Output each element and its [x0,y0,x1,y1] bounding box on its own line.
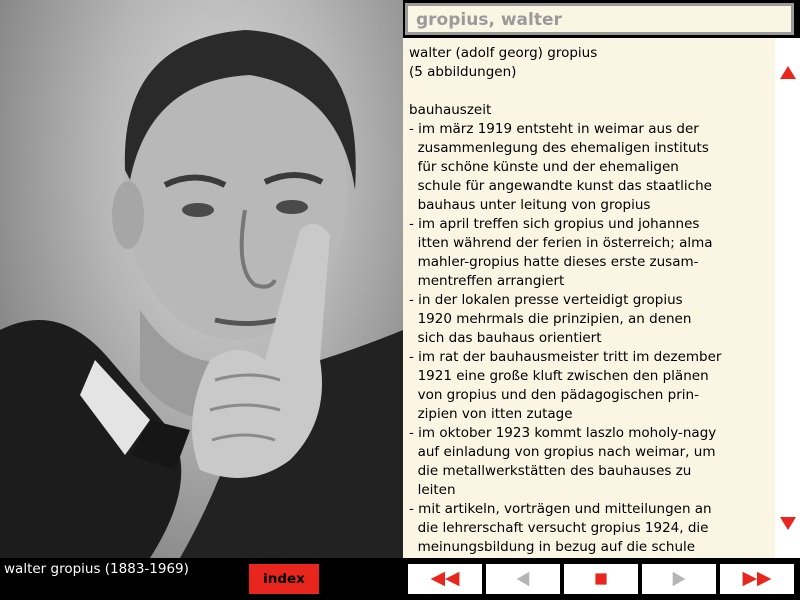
title-bar [405,3,794,35]
text-line: sich das bauhaus orientiert [409,330,602,346]
portrait-image [0,0,403,558]
text-panel [403,38,800,558]
text-line: - im april treffen sich gropius und johannes [409,216,700,232]
text-line: walter (adolf georg) gropius [409,45,598,61]
text-line: itten während der ferien in österreich; alma [409,235,713,251]
text-line: - im oktober 1923 kommt laszlo moholy-nagy [409,425,717,441]
fast-backward-button[interactable] [408,564,482,594]
back-icon [514,570,532,588]
portrait-drawing [0,0,403,558]
text-line: zipien von itten zutage [409,406,573,422]
text-line: bauhauszeit [409,102,492,118]
text-line [409,82,775,101]
fast-forward-button[interactable] [720,564,794,594]
forward-icon [670,570,688,588]
index-button[interactable]: index [249,564,319,594]
text-line: von gropius und den pädagogischen prin- [409,387,699,403]
text-line: schule für angewandte kunst das staatliche [409,178,712,194]
stop-icon [593,571,609,587]
forward-button[interactable] [642,564,716,594]
text-line: 1920 mehrmals die prinzipien, an denen [409,311,692,327]
fast-forward-icon [738,570,776,588]
text-line: 1921 eine große kluft zwischen den plänen [409,368,709,384]
text-line: meinungsbildung in bezug auf die schule [409,539,696,555]
text-line: leiten [409,482,456,498]
scroll-down-button[interactable] [779,514,797,532]
text-line: für schöne künste und der ehemaligen [409,159,679,175]
stop-button[interactable] [564,564,638,594]
text-line: auf einladung von gropius nach weimar, um [409,444,716,460]
image-caption: walter gropius (1883-1969) [4,561,189,577]
page-title: gropius, walter [416,10,562,30]
biography-text [403,38,775,557]
triangle-up-icon [779,64,797,82]
text-line: bauhaus unter leitung von gropius [409,197,651,213]
text-line: - im rat der bauhausmeister tritt im dezember [409,349,722,365]
text-line: zusammenlegung des ehemaligen instituts [409,140,709,156]
text-scroll-area[interactable] [403,38,775,558]
text-line: die lehrerschaft versucht gropius 1924, die [409,520,709,536]
text-line: die metallwerkstätten des bauhauses zu [409,463,692,479]
fast-backward-icon [426,570,464,588]
text-line: mahler-gropius hatte dieses erste zusam- [409,254,699,270]
back-button[interactable] [486,564,560,594]
scroll-up-button[interactable] [779,64,797,82]
text-line: - in der lokalen presse verteidigt gropius [409,292,683,308]
text-line: - im märz 1919 entsteht in weimar aus der [409,121,699,137]
text-line: (5 abbildungen) [409,64,517,80]
text-line: mentreffen arrangiert [409,273,565,289]
text-line: - mit artikeln, vorträgen und mitteilungen an [409,501,712,517]
triangle-down-icon [779,514,797,532]
